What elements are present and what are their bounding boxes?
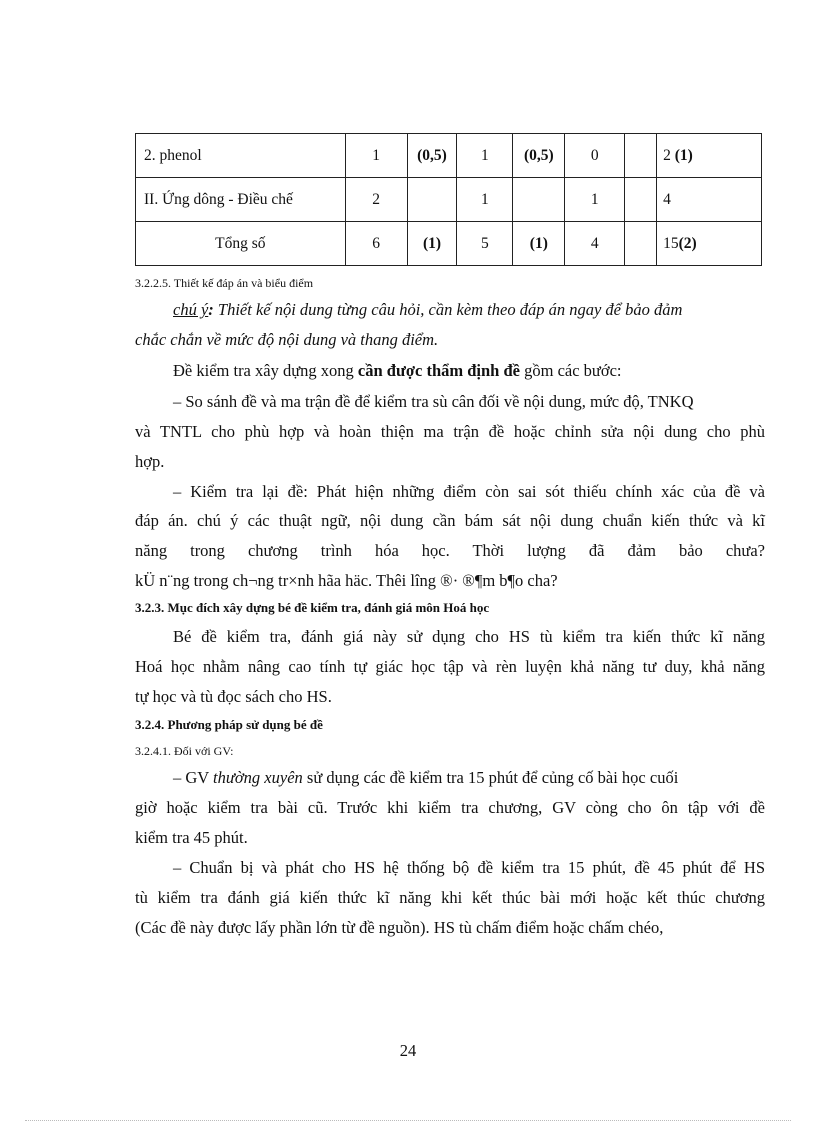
paragraph-line: và TNTL cho phù hợp và hoàn thiện ma trận đề hoặc chỉnh sửa nội dung cho phù <box>135 422 765 441</box>
cell: 1 <box>345 134 407 178</box>
paragraph-line: Bé đề kiểm tra, đánh giá này sử dụng cho HS tù kiểm tra kiến thức kĩ năng <box>173 627 765 646</box>
paragraph-line: năng trong chương trình hóa học. Thời lượng đã đảm bảo chưa? <box>135 541 765 560</box>
cell: 6 <box>345 222 407 266</box>
footer-divider <box>25 1120 791 1121</box>
cell: 1 <box>457 178 513 222</box>
total-score: (1) <box>674 146 693 164</box>
note-label: chú ý <box>173 300 209 319</box>
paragraph-line <box>135 361 803 381</box>
cell: 1 <box>457 134 513 178</box>
heading-3-2-2-5: 3.2.2.5. Thiết kế đáp án và biểu điểm <box>135 276 314 290</box>
note-text: Thiết kế nội dung từng câu hỏi, cần kèm theo đáp án ngay để bảo đảm <box>213 300 683 319</box>
paragraph-line: – So sánh đề và ma trận đề để kiểm tra sù cân đối về nội dung, mức độ, TNKQ <box>173 392 694 411</box>
heading-3-2-3: 3.2.3. Mục đích xây dựng bé đề kiểm tra, đánh giá môn Hoá học <box>135 600 490 615</box>
table-row <box>136 134 762 178</box>
text-span: sử dụng các đề kiểm tra 15 phút để củng cố bài học cuối <box>302 768 679 787</box>
table-row <box>136 178 762 222</box>
note-line-1 <box>135 300 803 320</box>
cell-total <box>657 178 762 222</box>
paragraph-line: đáp án. chú ý các thuật ngữ, nội dung cần bám sát nội dung chuẩn kiến thức và kĩ <box>135 511 765 530</box>
text-span: Đề kiểm tra xây dựng xong <box>173 361 358 380</box>
cell: 0 <box>565 134 625 178</box>
page-number: 24 <box>399 1041 417 1060</box>
paragraph-line: kÜ n¨ng trong ch¬ng tr×nh hãa häc. Thêi lîng ®· ®¶m b¶o cha? <box>135 571 558 590</box>
total-value: 4 <box>663 190 671 208</box>
note-line-2: chắc chắn về mức độ nội dung và thang điểm. <box>135 330 439 349</box>
total-value: 15 <box>663 234 679 252</box>
cell: (0,5) <box>407 134 457 178</box>
italic-text: thường xuyên <box>213 768 303 787</box>
cell: (1) <box>513 222 565 266</box>
paragraph-line: – Chuẩn bị và phát cho HS hệ thống bộ đề kiểm tra 15 phút, đề 45 phút để HS <box>173 858 765 877</box>
row-topic: Tổng số <box>136 222 346 266</box>
cell: (1) <box>407 222 457 266</box>
cell <box>513 178 565 222</box>
paragraph-line <box>135 768 803 788</box>
text-span: – GV <box>173 768 214 787</box>
paragraph-line: Hoá học nhằm nâng cao tính tự giác học tập và rèn luyện khả năng tư duy, khả năng <box>135 657 765 676</box>
heading-3-2-4: 3.2.4. Phương pháp sử dụng bé đề <box>135 717 323 732</box>
cell-total <box>657 134 762 178</box>
cell <box>625 222 657 266</box>
paragraph-line: – Kiểm tra lại đề: Phát hiện những điểm còn sai sót thiếu chính xác của đề và <box>173 482 765 501</box>
table-row <box>136 222 762 266</box>
heading-3-2-4-1: 3.2.4.1. Đối với GV: <box>135 744 234 758</box>
test-matrix-table <box>135 133 762 266</box>
text-span: gồm các bước: <box>519 361 622 380</box>
paragraph-line: (Các đề này được lấy phần lớn từ đề nguồn). HS tù chấm điểm hoặc chấm chéo, <box>135 918 664 937</box>
total-value: 2 <box>663 146 675 164</box>
cell <box>407 178 457 222</box>
paragraph-line: giờ hoặc kiểm tra bài cũ. Trước khi kiểm tra chương, GV còng cho ôn tập với đề <box>135 798 765 817</box>
cell: 4 <box>565 222 625 266</box>
cell <box>625 178 657 222</box>
cell <box>625 134 657 178</box>
total-score: (2) <box>678 234 697 252</box>
paragraph-line: tự học và tù đọc sách cho HS. <box>135 687 332 706</box>
row-topic: 2. phenol <box>136 134 346 178</box>
note-colon: : <box>208 300 214 319</box>
cell: 5 <box>457 222 513 266</box>
paragraph-line: hợp. <box>135 452 165 471</box>
cell-total <box>657 222 762 266</box>
row-topic: II. Ứng dông - Điều chế <box>136 178 346 222</box>
paragraph-line: kiểm tra 45 phút. <box>135 828 248 847</box>
cell: 2 <box>345 178 407 222</box>
bold-text: cần được thẩm định đề <box>357 361 520 380</box>
cell: (0,5) <box>513 134 565 178</box>
paragraph-line: tù kiểm tra đánh giá kiến thức kĩ năng khi kết thúc bài mới hoặc kết thúc chương <box>135 888 765 907</box>
cell: 1 <box>565 178 625 222</box>
